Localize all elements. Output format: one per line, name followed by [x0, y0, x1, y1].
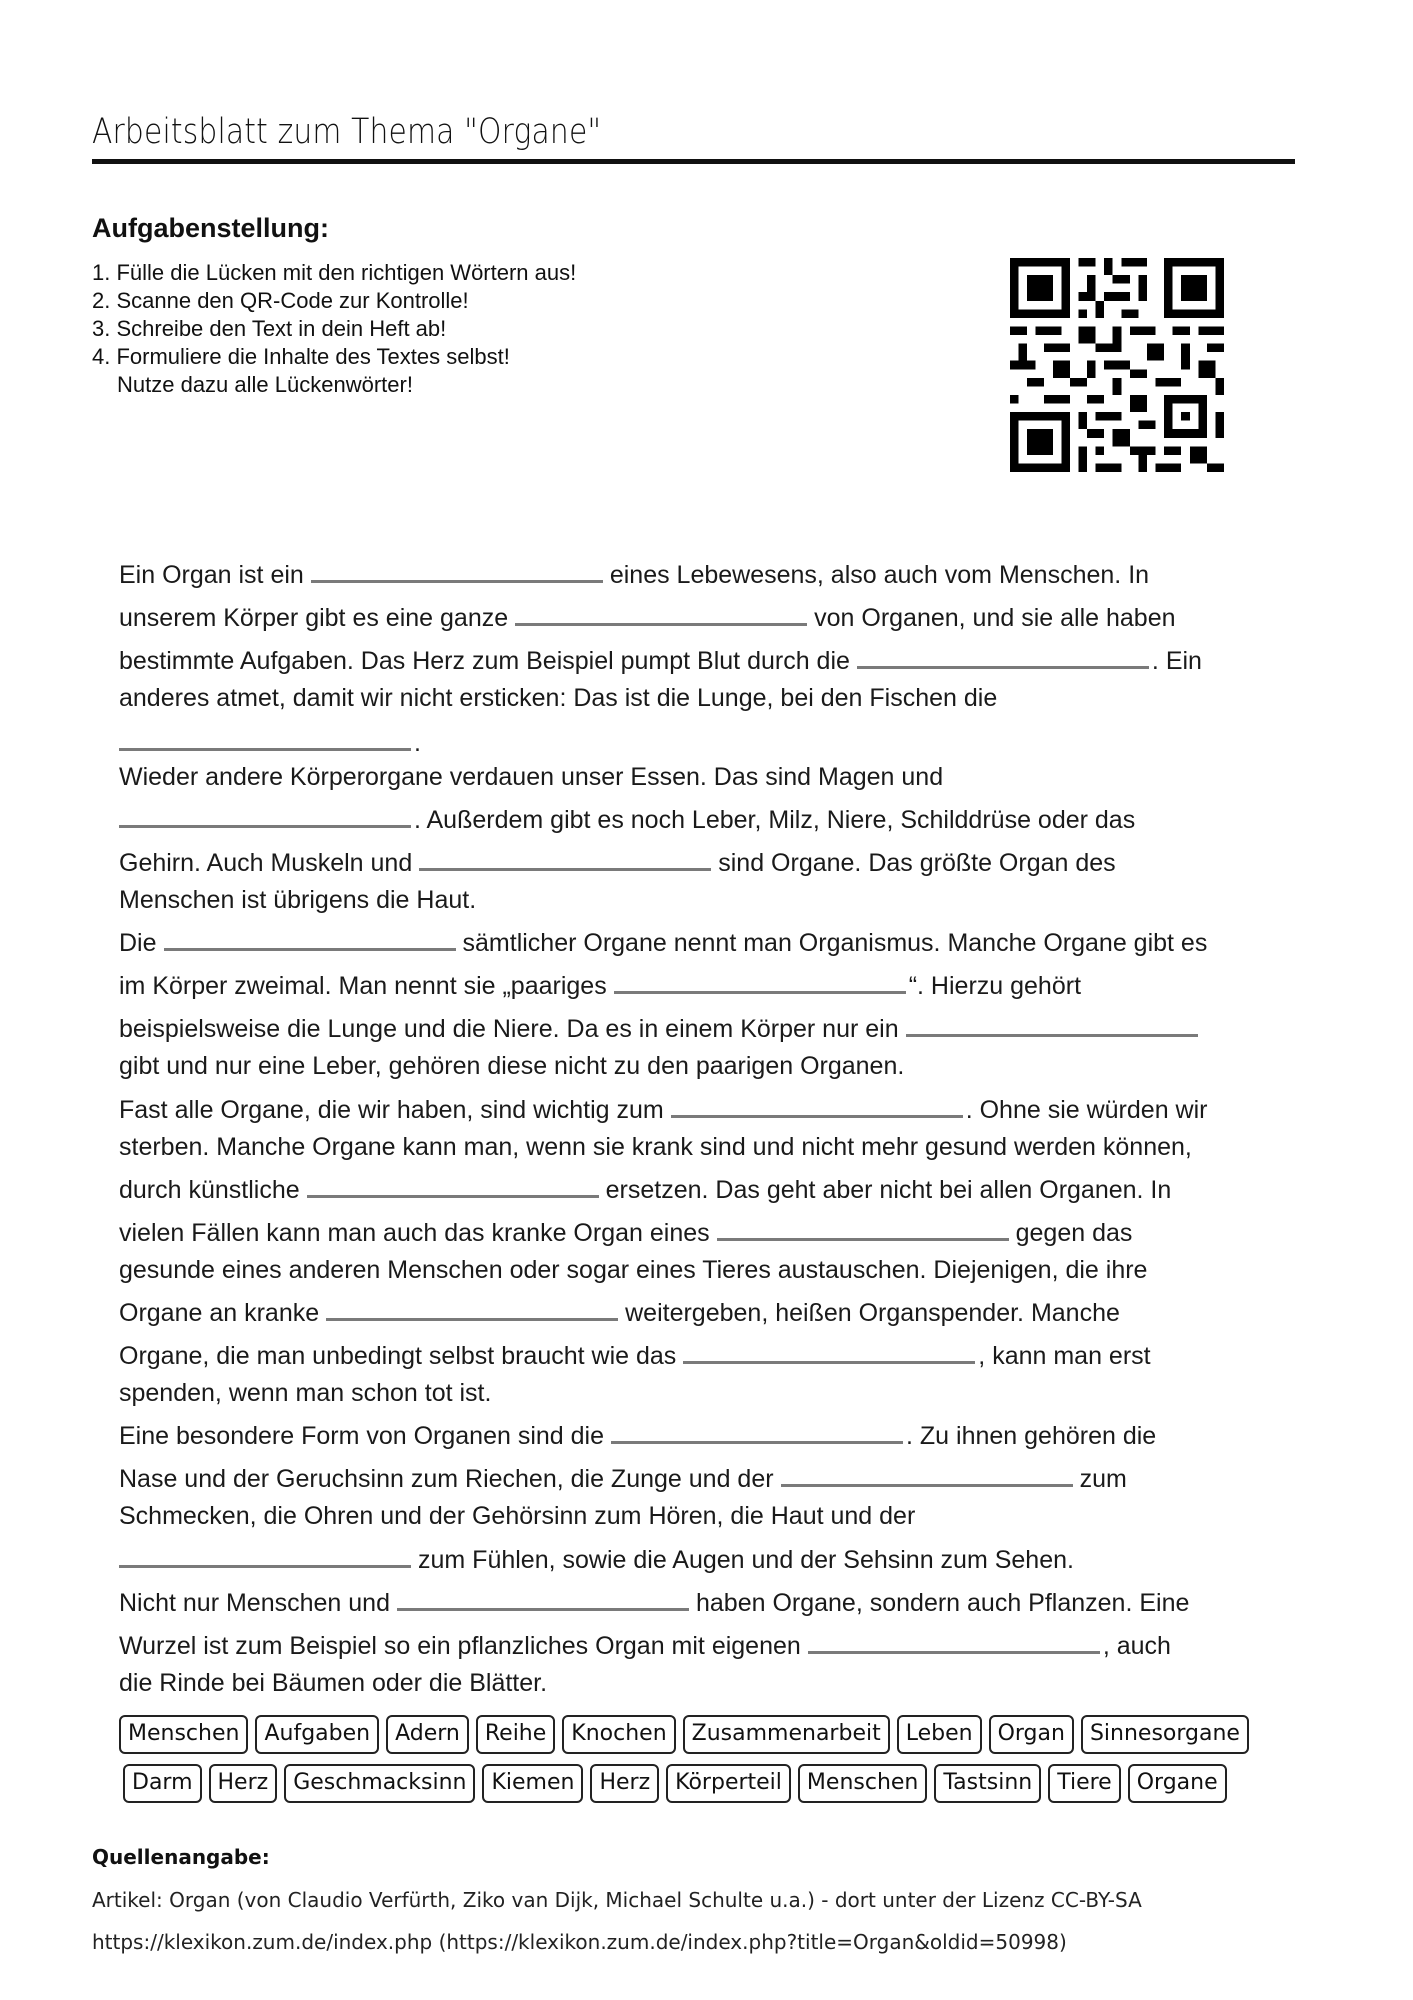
sources-heading: Quellenangabe: — [92, 1845, 270, 1869]
source-link[interactable]: https://klexikon.zum.de/index.php (https://klexikon.zum.de/index.php?title=Organ&oldid=50998) — [92, 1930, 1067, 1954]
task-heading: Aufgabenstellung: — [92, 213, 329, 243]
blank-field[interactable] — [164, 922, 456, 951]
text-line: gibt und nur eine Leber, gehören diese nicht zu den paarigen Organen. — [119, 1052, 905, 1080]
blank-field[interactable] — [419, 842, 711, 871]
text-line: vielen Fällen kann man auch das kranke Organ eines gegen das — [119, 1212, 1299, 1248]
task-item: 2. Scanne den QR-Code zur Kontrolle! — [92, 288, 469, 313]
blank-field[interactable] — [326, 1292, 618, 1321]
task-item: 4. Formuliere die Inhalte des Textes selbst! — [92, 344, 510, 369]
blank-field[interactable] — [119, 1539, 411, 1568]
word-bank-row — [119, 1764, 1269, 1803]
source-line: Artikel: Organ (von Claudio Verfürth, Ziko van Dijk, Michael Schulte u.a.) - dort unter der Lizenz CC-BY-SA — [92, 1888, 1142, 1912]
text-line: Nase und der Geruchsinn zum Riechen, die Zunge und der zum — [119, 1458, 1299, 1494]
word-chip[interactable]: Sinnesorgane — [1081, 1715, 1249, 1754]
blank-field[interactable] — [781, 1458, 1073, 1487]
word-chip[interactable]: Menschen — [119, 1715, 248, 1754]
text-line: Die sämtlicher Organe nennt man Organismus. Manche Organe gibt es — [119, 922, 1299, 958]
blank-field[interactable] — [311, 554, 603, 583]
word-chip[interactable]: Kiemen — [482, 1764, 583, 1803]
word-chip[interactable]: Geschmacksinn — [284, 1764, 475, 1803]
blank-field[interactable] — [614, 965, 906, 994]
text-line: unserem Körper gibt es eine ganze von Organen, und sie alle haben — [119, 597, 1299, 633]
blank-field[interactable] — [906, 1008, 1198, 1037]
text-line: bestimmte Aufgaben. Das Herz zum Beispiel pumpt Blut durch die . Ein — [119, 640, 1299, 676]
text-line: Menschen ist übrigens die Haut. — [119, 886, 477, 914]
word-chip[interactable]: Herz — [590, 1764, 659, 1803]
qr-code-icon[interactable] — [1010, 258, 1224, 472]
text-line: sterben. Manche Organe kann man, wenn sie krank sind und nicht mehr gesund werden können, — [119, 1133, 1192, 1161]
text-line: im Körper zweimal. Man nennt sie „paariges “. Hierzu gehört — [119, 965, 1299, 1001]
word-chip[interactable]: Darm — [123, 1764, 202, 1803]
blank-field[interactable] — [857, 640, 1149, 669]
text-line: Eine besondere Form von Organen sind die . Zu ihnen gehören die — [119, 1415, 1299, 1451]
word-chip[interactable]: Reihe — [476, 1715, 555, 1754]
blank-field[interactable] — [808, 1625, 1100, 1654]
word-chip[interactable]: Leben — [897, 1715, 982, 1754]
text-line: . Außerdem gibt es noch Leber, Milz, Niere, Schilddrüse oder das — [119, 799, 1299, 835]
word-bank — [119, 1715, 1269, 1813]
text-line: Wurzel ist zum Beispiel so ein pflanzliches Organ mit eigenen , auch — [119, 1625, 1299, 1661]
word-chip[interactable]: Adern — [386, 1715, 469, 1754]
word-chip[interactable]: Zusammenarbeit — [683, 1715, 890, 1754]
blank-field[interactable] — [717, 1212, 1009, 1241]
word-chip[interactable]: Menschen — [798, 1764, 927, 1803]
text-line: anderes atmet, damit wir nicht ersticken: Das ist die Lunge, bei den Fischen die — [119, 684, 998, 712]
blank-field[interactable] — [307, 1169, 599, 1198]
word-chip[interactable]: Organe — [1128, 1764, 1227, 1803]
text-line: zum Fühlen, sowie die Augen und der Sehsinn zum Sehen. — [119, 1539, 1299, 1575]
blank-field[interactable] — [683, 1335, 975, 1364]
task-item: Nutze dazu alle Lückenwörter! — [117, 372, 413, 397]
page-title: Arbeitsblatt zum Thema "Organe" — [92, 112, 602, 152]
blank-field[interactable] — [119, 722, 411, 751]
text-line: Organe an kranke weitergeben, heißen Organspender. Manche — [119, 1292, 1299, 1328]
word-chip[interactable]: Aufgaben — [255, 1715, 379, 1754]
word-chip[interactable]: Knochen — [562, 1715, 675, 1754]
text-line: Schmecken, die Ohren und der Gehörsinn zum Hören, die Haut und der — [119, 1502, 916, 1530]
blank-field[interactable] — [515, 597, 807, 626]
word-chip[interactable]: Körperteil — [666, 1764, 791, 1803]
word-chip[interactable]: Herz — [209, 1764, 278, 1803]
title-underline — [92, 159, 1295, 164]
text-line: Nicht nur Menschen und haben Organe, sondern auch Pflanzen. Eine — [119, 1582, 1299, 1618]
task-list — [92, 259, 576, 399]
word-chip[interactable]: Tiere — [1048, 1764, 1121, 1803]
blank-field[interactable] — [119, 799, 411, 828]
text-line: Organe, die man unbedingt selbst braucht wie das , kann man erst — [119, 1335, 1299, 1371]
text-line: Fast alle Organe, die wir haben, sind wichtig zum . Ohne sie würden wir — [119, 1089, 1299, 1125]
text-line: gesunde eines anderen Menschen oder sogar eines Tieres austauschen. Diejenigen, die ihre — [119, 1256, 1148, 1284]
text-line: spenden, wenn man schon tot ist. — [119, 1379, 492, 1407]
text-line: die Rinde bei Bäumen oder die Blätter. — [119, 1669, 548, 1697]
task-item: 3. Schreibe den Text in dein Heft ab! — [92, 316, 447, 341]
blank-field[interactable] — [611, 1415, 903, 1444]
word-bank-row — [119, 1715, 1269, 1754]
text-line: Ein Organ ist ein eines Lebewesens, also auch vom Menschen. In — [119, 554, 1299, 590]
blank-field[interactable] — [397, 1582, 689, 1611]
text-line: beispielsweise die Lunge und die Niere. Da es in einem Körper nur ein — [119, 1008, 1299, 1044]
blank-field[interactable] — [671, 1089, 963, 1118]
task-item: 1. Fülle die Lücken mit den richtigen Wörtern aus! — [92, 260, 577, 285]
text-line: . — [119, 722, 1299, 758]
text-line: Wieder andere Körperorgane verdauen unser Essen. Das sind Magen und — [119, 763, 944, 791]
text-line: durch künstliche ersetzen. Das geht aber nicht bei allen Organen. In — [119, 1169, 1299, 1205]
text-line: Gehirn. Auch Muskeln und sind Organe. Das größte Organ des — [119, 842, 1299, 878]
word-chip[interactable]: Tastsinn — [934, 1764, 1041, 1803]
word-chip[interactable]: Organ — [989, 1715, 1074, 1754]
